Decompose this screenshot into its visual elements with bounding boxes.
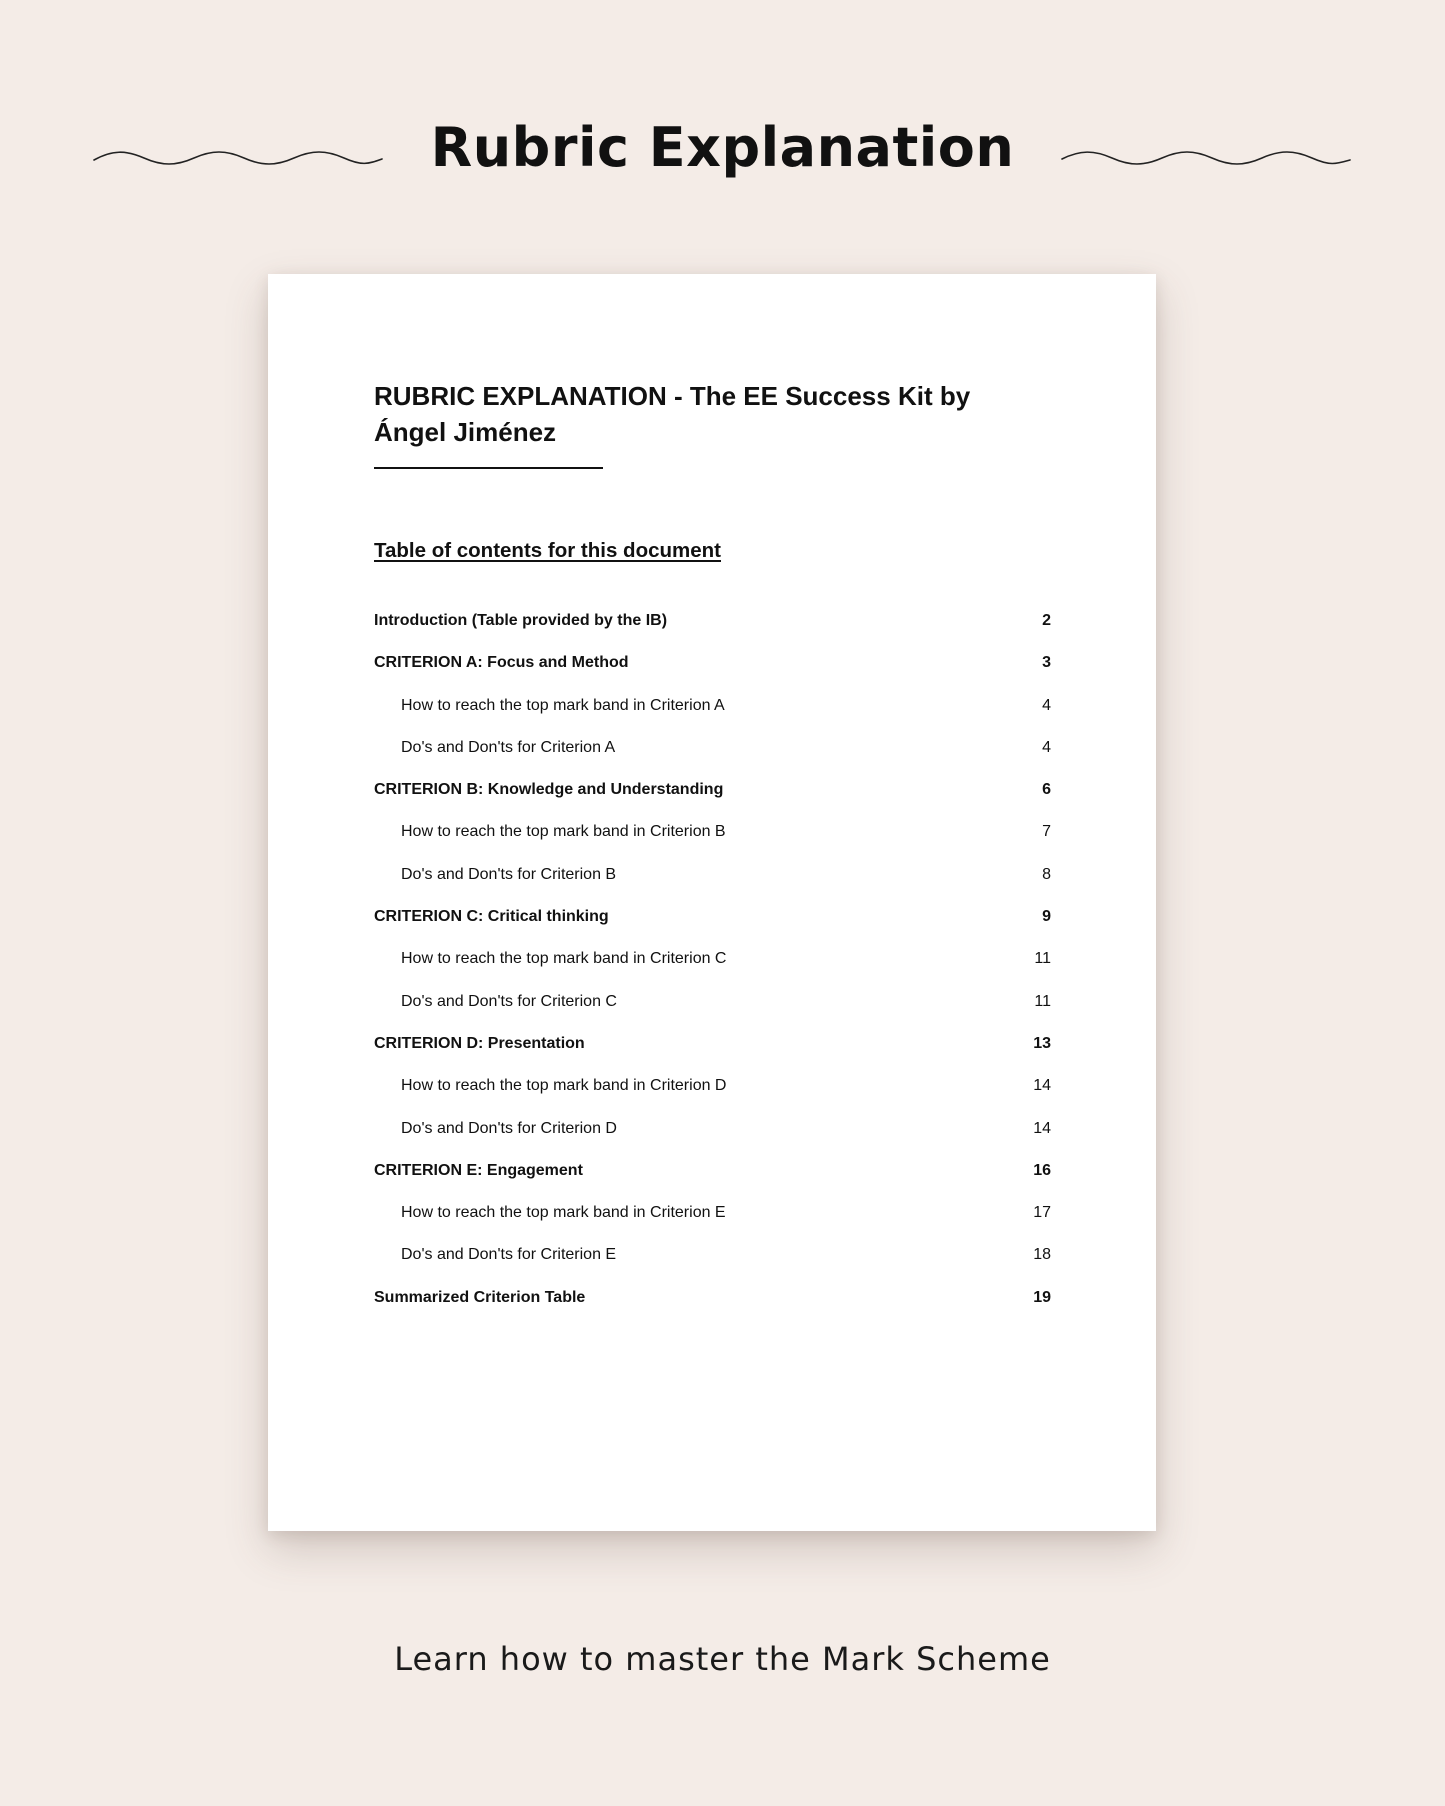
toc-heading: Table of contents for this document (374, 539, 721, 562)
toc-entry-page-number: 7 (1042, 823, 1051, 841)
toc-entry-page-number: 8 (1042, 865, 1051, 883)
toc-entry-label: How to reach the top mark band in Criterion B (401, 823, 726, 841)
document-page-preview (268, 274, 1156, 1531)
toc-entry-page-number: 16 (1033, 1161, 1051, 1179)
toc-section-entry (374, 1289, 1051, 1331)
toc-section-entry (374, 908, 1051, 950)
toc-entry-label: CRITERION E: Engagement (374, 1161, 583, 1179)
toc-section-entry (374, 781, 1051, 823)
toc-section-entry (374, 1162, 1051, 1204)
toc-subsection-entry (374, 697, 1051, 739)
toc-entry-label: Do's and Don'ts for Criterion A (401, 738, 616, 756)
toc-subsection-entry (374, 950, 1051, 992)
toc-entry-label: CRITERION C: Critical thinking (374, 908, 609, 926)
toc-section-entry (374, 1035, 1051, 1077)
footer-tagline: Learn how to master the Mark Scheme (394, 1640, 1051, 1678)
table-of-contents (374, 612, 1318, 1331)
toc-section-entry (374, 654, 1051, 696)
toc-subsection-entry (374, 739, 1051, 781)
toc-subsection-entry (374, 993, 1051, 1035)
toc-entry-page-number: 9 (1042, 908, 1051, 926)
toc-entry-page-number: 14 (1033, 1119, 1051, 1137)
toc-entry-page-number: 3 (1042, 654, 1051, 672)
toc-subsection-entry (374, 1120, 1051, 1162)
toc-entry-page-number: 14 (1033, 1077, 1051, 1095)
toc-subsection-entry (374, 1077, 1051, 1119)
toc-entry-label: How to reach the top mark band in Criterion D (401, 1077, 727, 1095)
toc-entry-label: Do's and Don'ts for Criterion C (401, 992, 617, 1010)
toc-entry-page-number: 19 (1033, 1288, 1051, 1306)
toc-entry-page-number: 18 (1033, 1246, 1051, 1264)
document-title (374, 378, 1074, 450)
squiggle-right-decoration (1060, 146, 1352, 170)
toc-entry-page-number: 4 (1042, 738, 1051, 756)
toc-entry-page-number: 17 (1033, 1204, 1051, 1222)
toc-entry-page-number: 2 (1042, 612, 1051, 629)
toc-entry-page-number: 6 (1042, 781, 1051, 799)
toc-entry-page-number: 4 (1042, 696, 1051, 714)
toc-subsection-entry (374, 823, 1051, 865)
toc-subsection-entry (374, 1204, 1051, 1246)
toc-entry-label: How to reach the top mark band in Criterion C (401, 950, 727, 968)
toc-entry-label: Summarized Criterion Table (374, 1288, 586, 1306)
toc-entry-label: Do's and Don'ts for Criterion D (401, 1119, 617, 1137)
banner (0, 108, 1445, 198)
page-title: Rubric Explanation (430, 116, 1015, 179)
toc-entry-label: Introduction (Table provided by the IB) (374, 612, 668, 629)
title-divider (374, 467, 603, 469)
toc-entry-page-number: 13 (1033, 1034, 1051, 1052)
document-title-line-2: Ángel Jiménez (374, 417, 557, 447)
toc-entry-label: CRITERION B: Knowledge and Understanding (374, 781, 724, 799)
toc-entry-label: CRITERION A: Focus and Method (374, 654, 629, 672)
toc-entry-label: Do's and Don'ts for Criterion E (401, 1246, 617, 1264)
toc-subsection-entry (374, 866, 1051, 908)
toc-entry-page-number: 11 (1034, 950, 1051, 968)
toc-entry-page-number: 11 (1034, 992, 1051, 1010)
toc-entry-label: How to reach the top mark band in Criterion E (401, 1204, 726, 1222)
toc-entry-label: How to reach the top mark band in Criterion A (401, 696, 725, 714)
toc-section-entry (374, 612, 1051, 654)
document-title-line-1: RUBRIC EXPLANATION - The EE Success Kit by (374, 381, 971, 411)
toc-subsection-entry (374, 1246, 1051, 1288)
toc-entry-label: CRITERION D: Presentation (374, 1034, 585, 1052)
toc-entry-label: Do's and Don'ts for Criterion B (401, 865, 617, 883)
